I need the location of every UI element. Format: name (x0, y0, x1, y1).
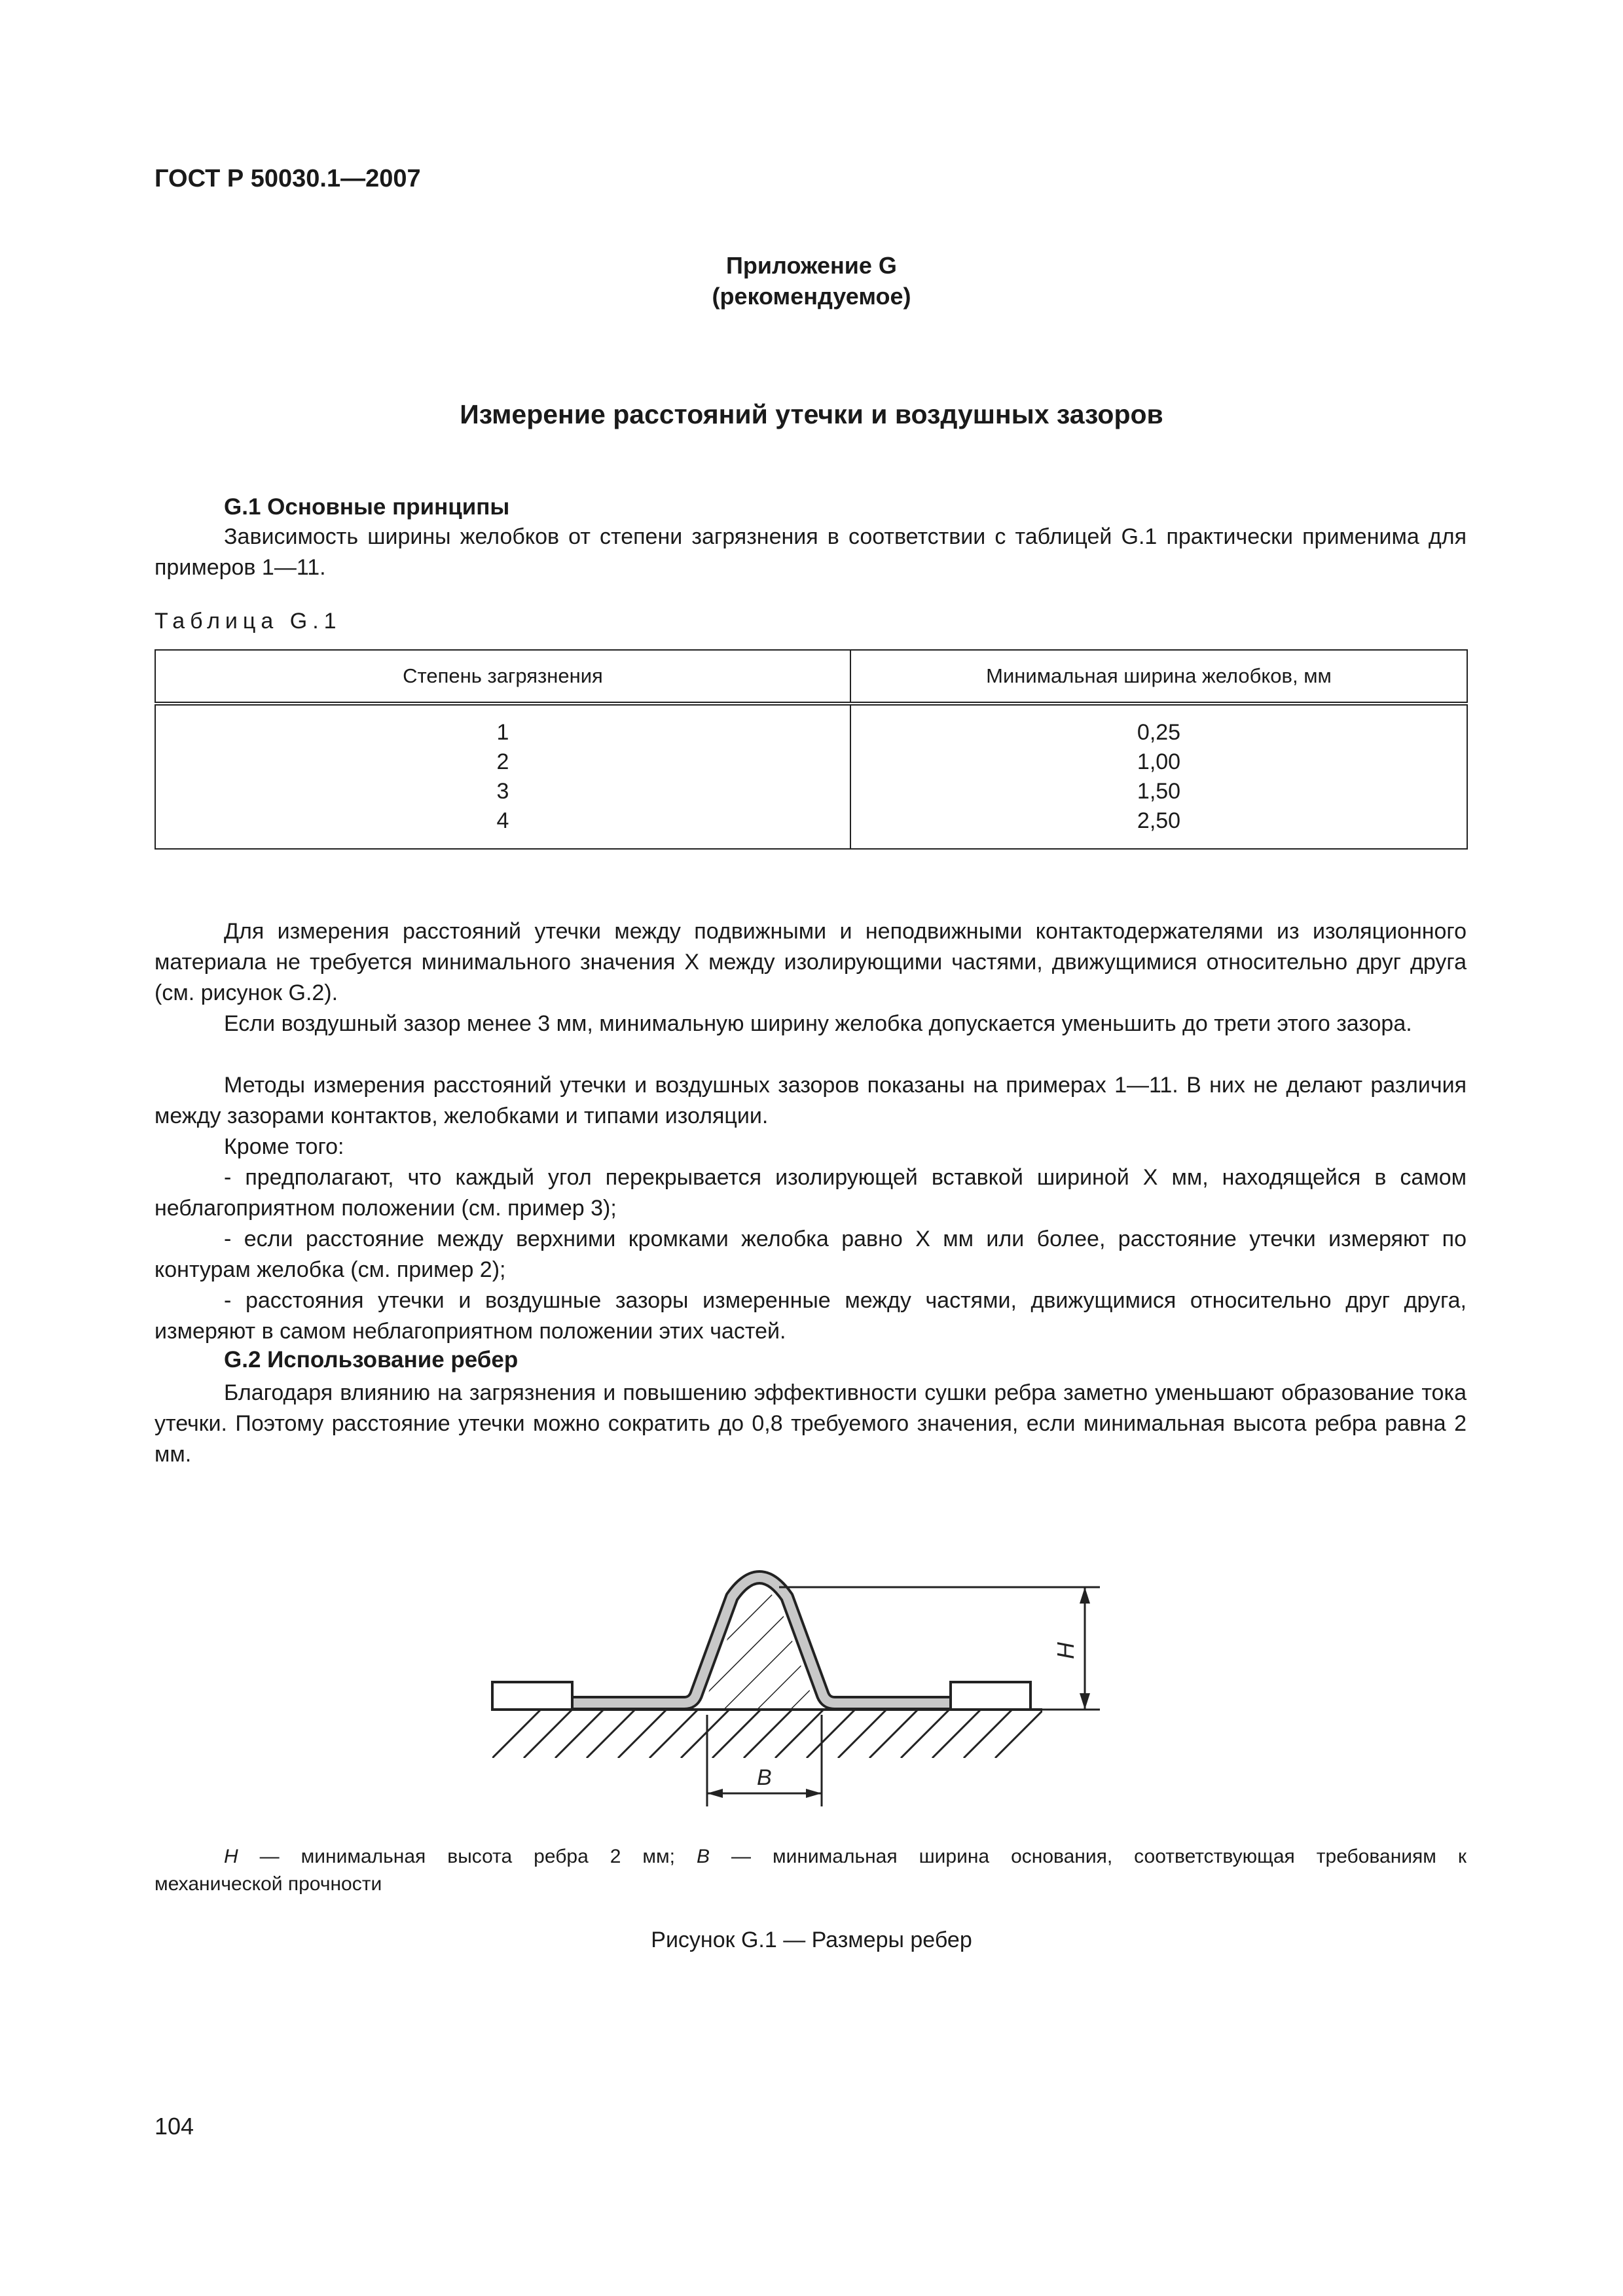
body-paragraph-7: - расстояния утечки и воздушные зазоры измеренные между частями, движущимися относительно друг друга, измеряют в самом неблагоприятном положении этих частей. (155, 1288, 1467, 1344)
right-pad (951, 1682, 1030, 1710)
section-g2-text: Благодаря влиянию на загрязнения и повышению эффективности сушки ребра заметно уменьшают образование тока утечки. Поэтому расстояние утечки можно сократить до 0,8 требуемого значения, если минимальная высота ребра равна 2 мм. (155, 1380, 1467, 1467)
h-arrow-bottom (1080, 1693, 1090, 1710)
ground-hatching (492, 1710, 1044, 1758)
table-cell-degree: 4 (496, 808, 509, 833)
b-arrow-left (707, 1789, 723, 1798)
figure-legend-line-2: механической прочности (155, 1873, 382, 1895)
body-paragraph-6: - если расстояние между верхними кромками желобка равно X мм или более, расстояние утечки измеряют по контурам желобка (см. пример 2); (155, 1227, 1467, 1282)
h-arrow-top (1080, 1587, 1090, 1604)
table-cell-width: 1,00 (1137, 749, 1181, 774)
appendix-title: Приложение G (726, 252, 897, 279)
figure-caption: Рисунок G.1 — Размеры ребер (651, 1928, 972, 1952)
left-pad (492, 1682, 572, 1710)
body-paragraph-3: Методы измерения расстояний утечки и воздушных зазоров показаны на примерах 1—11. В них не делают различия между зазорами контактов, желобками и типами изоляции. (155, 1073, 1467, 1128)
table-header-width: Минимальная ширина желобков, мм (850, 650, 1467, 704)
table-cell-width: 1,50 (1137, 779, 1181, 804)
body-paragraph-2: Если воздушный зазор менее 3 мм, минимальную ширину желобка допускается уменьшить до трети этого зазора. (224, 1011, 1412, 1036)
legend-h-symbol: H (224, 1846, 238, 1867)
legend-b-text: — минимальная ширина основания, соответствующая требованиям к (710, 1846, 1467, 1867)
table-header-degree: Степень загрязнения (155, 650, 850, 704)
label-h: H (1052, 1642, 1079, 1659)
table-cell-degree: 1 (496, 720, 509, 745)
body-paragraph-1: Для измерения расстояний утечки между подвижными и неподвижными контактодержателями из изоляционного материала не требуется минимального значения X между изолирующими частями, движущимися относительно друг друга (см. рисунок G.2). (155, 919, 1467, 1005)
page-number: 104 (155, 2113, 194, 2140)
body-paragraph-4: Кроме того: (224, 1134, 344, 1159)
appendix-status: (рекомендуемое) (712, 283, 911, 310)
standard-header: ГОСТ Р 50030.1—2007 (155, 165, 421, 192)
figure-legend (155, 1843, 1467, 1898)
table-caption: Таблица G.1 (155, 609, 342, 634)
document-title: Измерение расстояний утечки и воздушных зазоров (460, 399, 1163, 429)
table-cell-degree: 2 (496, 749, 509, 774)
section-g2-heading: G.2 Использование ребер (224, 1347, 519, 1372)
section-g1-intro: Зависимость ширины желобков от степени загрязнения в соответствии с таблицей G.1 практически применима для примеров 1—11. (155, 524, 1467, 580)
table-cell-width: 0,25 (1137, 720, 1181, 745)
legend-h-text: — минимальная высота ребра 2 мм; (238, 1846, 697, 1867)
section-g1-heading: G.1 Основные принципы (224, 494, 510, 520)
table-cell-width: 2,50 (1137, 808, 1181, 833)
legend-b-symbol: B (696, 1846, 710, 1867)
label-b: B (757, 1765, 772, 1790)
body-paragraph-5: - предполагают, что каждый угол перекрывается изолирующей вставкой шириной X мм, находящейся в самом неблагоприятном положении (см. пример 3); (155, 1165, 1467, 1221)
b-arrow-right (806, 1789, 822, 1798)
figure-legend-line-1 (155, 1843, 1467, 1871)
table-cell-degree: 3 (496, 779, 509, 804)
